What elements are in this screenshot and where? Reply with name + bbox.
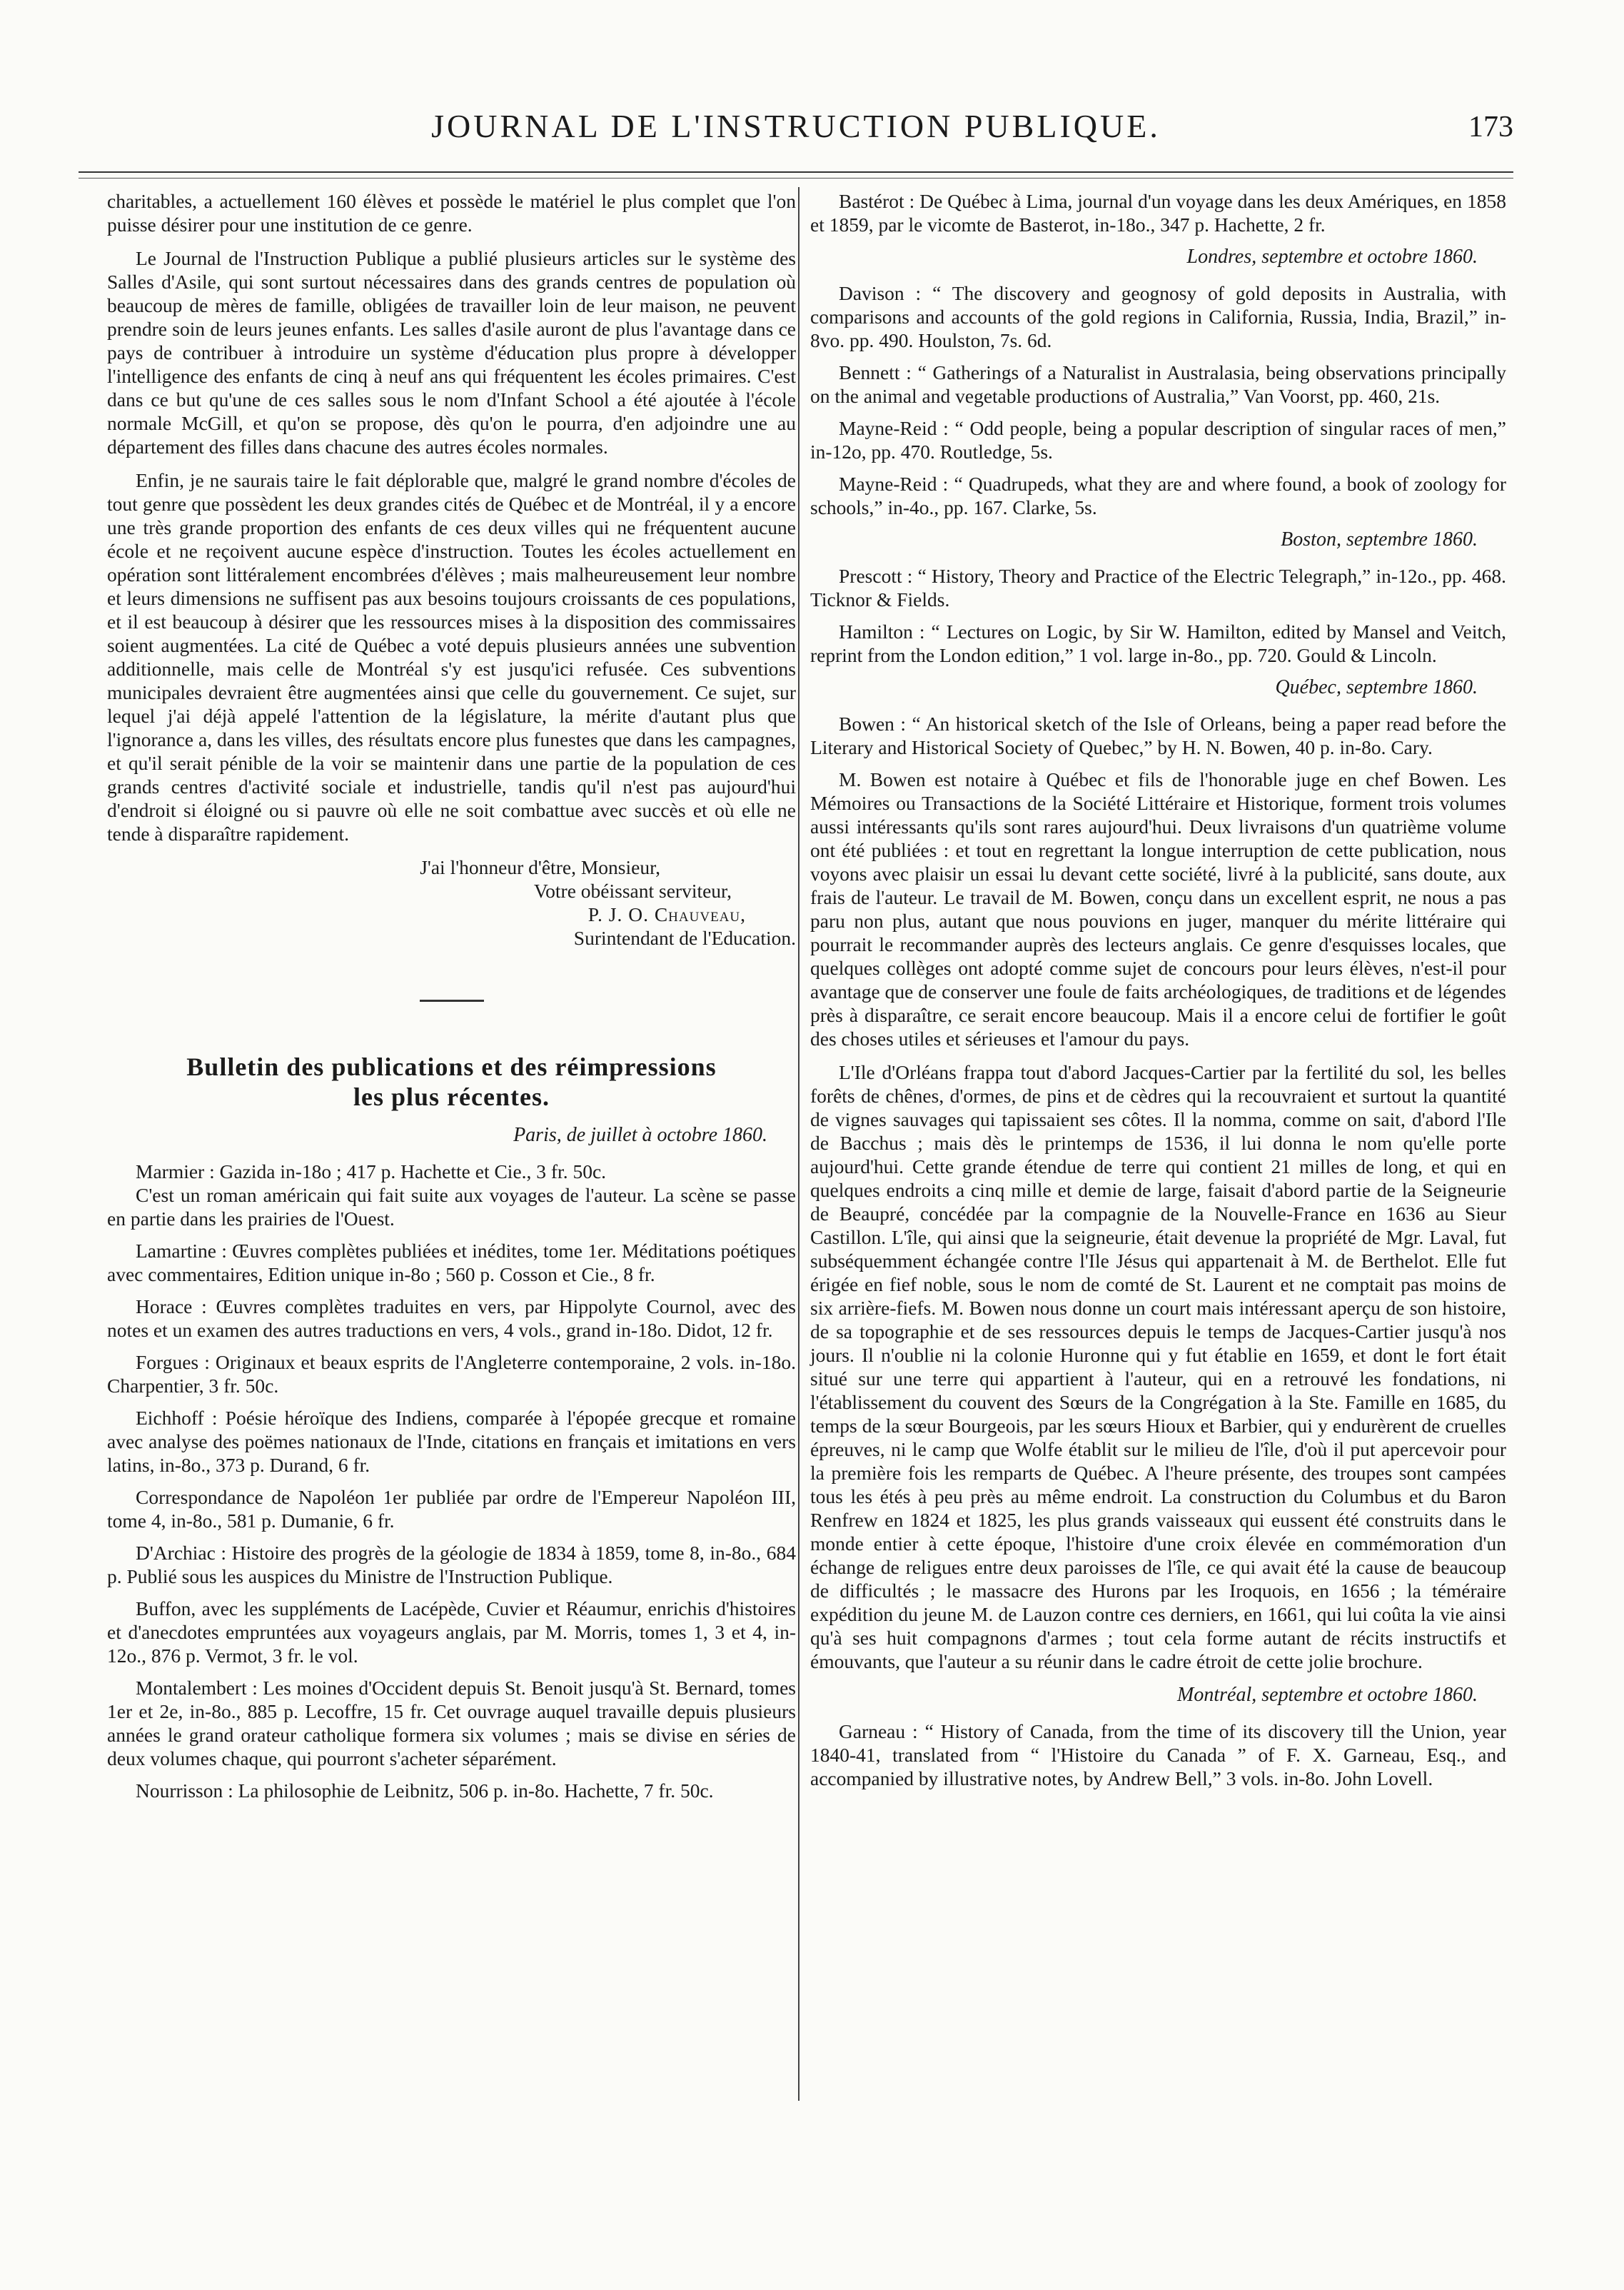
dateline-paris: Paris, de juillet à octobre 1860.	[513, 1124, 767, 1146]
bibliography-entry: Montalembert : Les moines d'Occident depuis St. Benoit jusqu'à St. Bernard, tomes 1er et 2e, in-8o., 885 p. Lecoffre, 15 fr. Cet ouvrage auquel travaille depuis plusieurs années le grand orateur catholique formera six volumes ; mais se divise en séries de deux volumes chaque, qui pourront s'acheter séparément.	[107, 1677, 796, 1769]
paragraph: L'Ile d'Orléans frappa tout d'abord Jacques-Cartier par la fertilité du sol, les belles forêts de chênes, d'ormes, de pins et de cèdres qui la recouvraient et surtout la quantité de vignes sauvages qui tapissaient ses côtes. Il la nomma, comme on sait, d'abord l'Ile de Bacchus ; mais dès le printemps de 1536, il lui donna le nom qu'elle porte aujourd'hui. Cette grande étendue de terre qui contient 21 milles de long, et qui en quelques endroits a cinq mille et demie de large, faisait d'abord partie de la Seigneurie de Beaupré, concédée par la compagnie de la Nouvelle-France en 1636 au Sieur Castillon. L'île, qui ainsi que la seigneurie, était devenue la propriété de Mgr. Laval, fut subséquemment échangée contre l'Ile Jésus qui appartenait à M. de Berthelot. Elle fut érigée en fief noble, sous le nom de comté de St. Laurent et ne comptait pas moins de six arrière-fiefs. M. Bowen nous donne un court mais intéressant aperçu de son histoire, de sa topographie et de ses ressources depuis le temps de Jacques-Cartier jusqu'à nos jours. Il n'oublie ni la colonie Huronne qui y fut établie en 1659, et dont le fort était situé sur une terre qui appartient à l'auteur, qui en a retrouvé les fondations, ni l'établissement du couvent des Sœurs de la Congrégation à la Ste. Famille en 1685, du temps de la sœur Bourgeois, par les sœurs Hioux et Barbier, qui y endurèrent de cruelles épreuves, ni le camp que Wolfe établit sur le milieu de l'île, d'où il put apercevoir pour la première fois les remparts de Québec. A l'heure présente, des troupes sont campées tous les étés à peu près au même endroit. La construction du Columbus et du Baron Renfrew en 1824 et 1825, les plus grands vaisseaux qui eussent été construits dans le monde entier à cette époque, l'histoire d'une croix élevée en commémoration d'un échange de religues entre deux paroisses de l'île, ce qui avait été la cause de beaucoup de difficultés ; le massacre des Hurons par les Iroquois, en 1656 ; la téméraire expédition du jeune M. de Lauzon contre ces derniers, en 1661, qui lui coûta la vie ainsi qu'à ses huit compagnons d'armes ; tout cela forme autant de récits instructifs et émouvants, que l'auteur a su réunir dans le cadre étroit de cette jolie brochure.	[810, 1061, 1506, 1672]
bibliography-entry: D'Archiac : Histoire des progrès de la géologie de 1834 à 1859, tome 8, in-8o., 684 p. Publié sous les auspices du Ministre de l'Instruction Publique.	[107, 1542, 796, 1587]
column-divider	[798, 187, 800, 2101]
bulletin-heading-line2: les plus récentes.	[353, 1083, 550, 1111]
dateline-montreal: Montréal, septembre et octobre 1860.	[1177, 1684, 1478, 1706]
bibliography-entry: Lamartine : Œuvres complètes publiées et inédites, tome 1er. Méditations poétiques avec commentaires, Edition unique in-8o ; 560 p. Cosson et Cie., 8 fr.	[107, 1240, 796, 1285]
paragraph: charitables, a actuellement 160 élèves et possède le matériel le plus complet que l'on puisse désirer pour une institution de ce genre.	[107, 190, 796, 236]
bibliography-entry: Garneau : “ History of Canada, from the time of its discovery till the Union, year 1840-41, translated from “ l'Histoire du Canada ” of F. X. Garneau, Esq., and accompanied by illustrative notes, by Andrew Bell,” 3 vols. in-8o. John Lovell.	[810, 1720, 1506, 1789]
section-rule	[420, 1000, 484, 1002]
bibliography-entry: Davison : “ The discovery and geognosy of gold deposits in Australia, with comparisons and accounts of the gold regions in California, Russia, India, Brazil,” in-8vo. pp. 490. Houlston, 7s. 6d.	[810, 282, 1506, 351]
dateline-london: Londres, septembre et octobre 1860.	[1186, 246, 1478, 268]
bibliography-entry: Mayne-Reid : “ Odd people, being a popular description of singular races of men,” in-12o, pp. 470. Routledge, 5s.	[810, 417, 1506, 463]
dateline-quebec: Québec, septembre 1860.	[1275, 676, 1478, 698]
right-column	[810, 189, 1506, 1799]
bibliography-entry: Buffon, avec les suppléments de Lacépède, Cuvier et Réaumur, enrichis d'histoires et d'anecdotes empruntées aux voyageurs anglais, par M. Morris, tomes 1, 3 et 4, in-12o., 876 p. Vermot, 3 fr. le vol.	[107, 1597, 796, 1667]
closing-servant: Votre obéissant serviteur,	[533, 880, 732, 902]
bibliography-entry: Horace : Œuvres complètes traduites en vers, par Hippolyte Cournol, avec des notes et un examen des autres traductions en vers, 4 vols., grand in-18o. Didot, 12 fr.	[107, 1295, 796, 1341]
header-rule	[79, 171, 1513, 179]
bibliography-entry: Mayne-Reid : “ Quadrupeds, what they are and where found, a book of zoology for schools,” in-4o., pp. 167. Clarke, 5s.	[810, 473, 1506, 518]
dateline-boston: Boston, septembre 1860.	[1281, 528, 1478, 551]
left-column	[107, 189, 796, 1811]
bibliography-entry: Eichhoff : Poésie héroïque des Indiens, comparée à l'épopée grecque et romaine avec analyse des poëmes nationaux de l'Inde, citations en français et imitations en vers latins, in-8o., 373 p. Durand, 6 fr.	[107, 1407, 796, 1476]
bibliography-entry: Prescott : “ History, Theory and Practice of the Electric Telegraph,” in-12o., pp. 468. Ticknor & Fields.	[810, 565, 1506, 611]
page-header	[79, 107, 1513, 150]
page-number: 173	[1468, 111, 1513, 144]
bibliography-entry: Bennett : “ Gatherings of a Naturalist in Australasia, being observations principally on the animal and vegetable productions of Australia,” Van Voorst, pp. 460, 21s.	[810, 361, 1506, 407]
bibliography-entry: Bastérot : De Québec à Lima, journal d'un voyage dans les deux Amériques, en 1858 et 1859, par le vicomte de Basterot, in-18o., 347 p. Hachette, 2 fr.	[810, 190, 1506, 236]
closing-salutation: J'ai l'honneur d'être, Monsieur,	[420, 856, 660, 878]
paragraph: M. Bowen est notaire à Québec et fils de l'honorable juge en chef Bowen. Les Mémoires ou Transactions de la Société Littéraire et Historique, forment trois volumes aussi intéressants qu'ils sont rares aujourd'hui. Deux livraisons d'un quatrième volume ont été publiées : et tout en regrettant la longue interruption de cette publication, nous voyons avec plaisir un essai lu devant cette société, livré à la publicité, sans doute, aux frais de l'auteur. Le travail de M. Bowen, conçu dans un excellent esprit, ne nous a pas paru non plus, autant que nous pouvions en juger, manquer du mérite littéraire qui pourrait le recommander auprès des lecteurs anglais. Ce genre d'esquisses locales, que quelques collèges ont adopté comme sujet de concours pour leurs élèves, n'est-il pour avantage que de conserver une foule de faits archéologiques, de traditions et de légendes près à disparaître, ce serait encore beaucoup. Mais il a encore celui de fortifier le goût des choses utiles et sérieuses et l'amour du pays.	[810, 768, 1506, 1050]
signature-name: P. J. O. Chauveau,	[587, 903, 746, 925]
bibliography-entry: Marmier : Gazida in-18o ; 417 p. Hachette et Cie., 3 fr. 50c.	[136, 1160, 607, 1182]
bibliography-entry: Forgues : Originaux et beaux esprits de l'Angleterre contemporaine, 2 vols. in-18o. Charpentier, 3 fr. 50c.	[107, 1351, 796, 1397]
journal-title: JOURNAL DE L'INSTRUCTION PUBLIQUE.	[431, 108, 1161, 144]
bibliography-entry: Bowen : “ An historical sketch of the Isle of Orleans, being a paper read before the Literary and Historical Society of Quebec,” by H. N. Bowen, 40 p. in-8o. Cary.	[810, 713, 1506, 758]
bibliography-entry: Nourrisson : La philosophie de Leibnitz, 506 p. in-8o. Hachette, 7 fr. 50c.	[136, 1779, 714, 1802]
bulletin-heading-line1: Bulletin des publications et des réimpressions	[186, 1053, 717, 1081]
paragraph: Enfin, je ne saurais taire le fait déplorable que, malgré le grand nombre d'écoles de tout genre que possèdent les deux grandes cités de Québec et de Montréal, il y a encore une très grande proportion des enfants de ces deux villes qui ne fréquentent aucune école et ne reçoivent aucune espèce d'instruction. Toutes les écoles actuellement en opération sont littéralement encombrées d'élèves ; mais malheureusement leur nombre et leurs dimensions ne suffisent pas aux besoins toujours croissants de ces populations, et il est beaucoup à désirer que les ressources mises à la disposition des commissaires soient augmentées. La cité de Québec a voté depuis plusieurs années une subvention additionnelle, mais celle de Montréal s'y est jusqu'ici refusée. Ces subventions municipales devraient être augmentées ainsi que celle du gouvernement. Ce sujet, sur lequel j'ai déjà appelé l'attention de la législature, la mérite d'autant plus que l'ignorance a, dans les villes, des résultats encore plus funestes que dans les campagnes, et qu'il serait pénible de la voir se maintenir dans une partie de la population de ces grands centres d'activité sociale et industrielle, tandis qu'il n'est pas aujourd'hui d'endroit si éloigné ou si pauvre où elle ne soit combattue avec succès et où elle ne tende à disparaître rapidement.	[107, 469, 796, 845]
bibliography-entry: Hamilton : “ Lectures on Logic, by Sir W. Hamilton, edited by Mansel and Veitch, reprint from the London edition,” 1 vol. large in-8o., pp. 720. Gould & Lincoln.	[810, 621, 1506, 666]
bibliography-entry: Correspondance de Napoléon 1er publiée par ordre de l'Empereur Napoléon III, tome 4, in-8o., 581 p. Dumanie, 6 fr.	[107, 1486, 796, 1532]
signature-title: Surintendant de l'Education.	[573, 927, 796, 949]
entry-note: C'est un roman américain qui fait suite aux voyages de l'auteur. La scène se passe en partie dans les prairies de l'Ouest.	[107, 1184, 796, 1230]
paragraph: Le Journal de l'Instruction Publique a publié plusieurs articles sur le système des Salles d'Asile, qui sont surtout nécessaires dans des grands centres de population où beaucoup de mères de famille, obligées de travailler loin de leur maison, ne peuvent prendre soin de leurs jeunes enfants. Les salles d'asile auront de plus l'avantage dans ce pays de contribuer à introduire un système d'éducation plus propre à développer l'intelligence des enfants de cinq à neuf ans qui fréquentent les écoles primaires. C'est dans ce but qu'une de ces salles sous le nom d'Infant School a été ajoutée à l'école normale McGill, et qu'on se propose, dès qu'on le pourra, d'en adjoindre une au département des filles dans chacune des autres écoles normales.	[107, 247, 796, 458]
bulletin-heading	[107, 1052, 796, 1112]
